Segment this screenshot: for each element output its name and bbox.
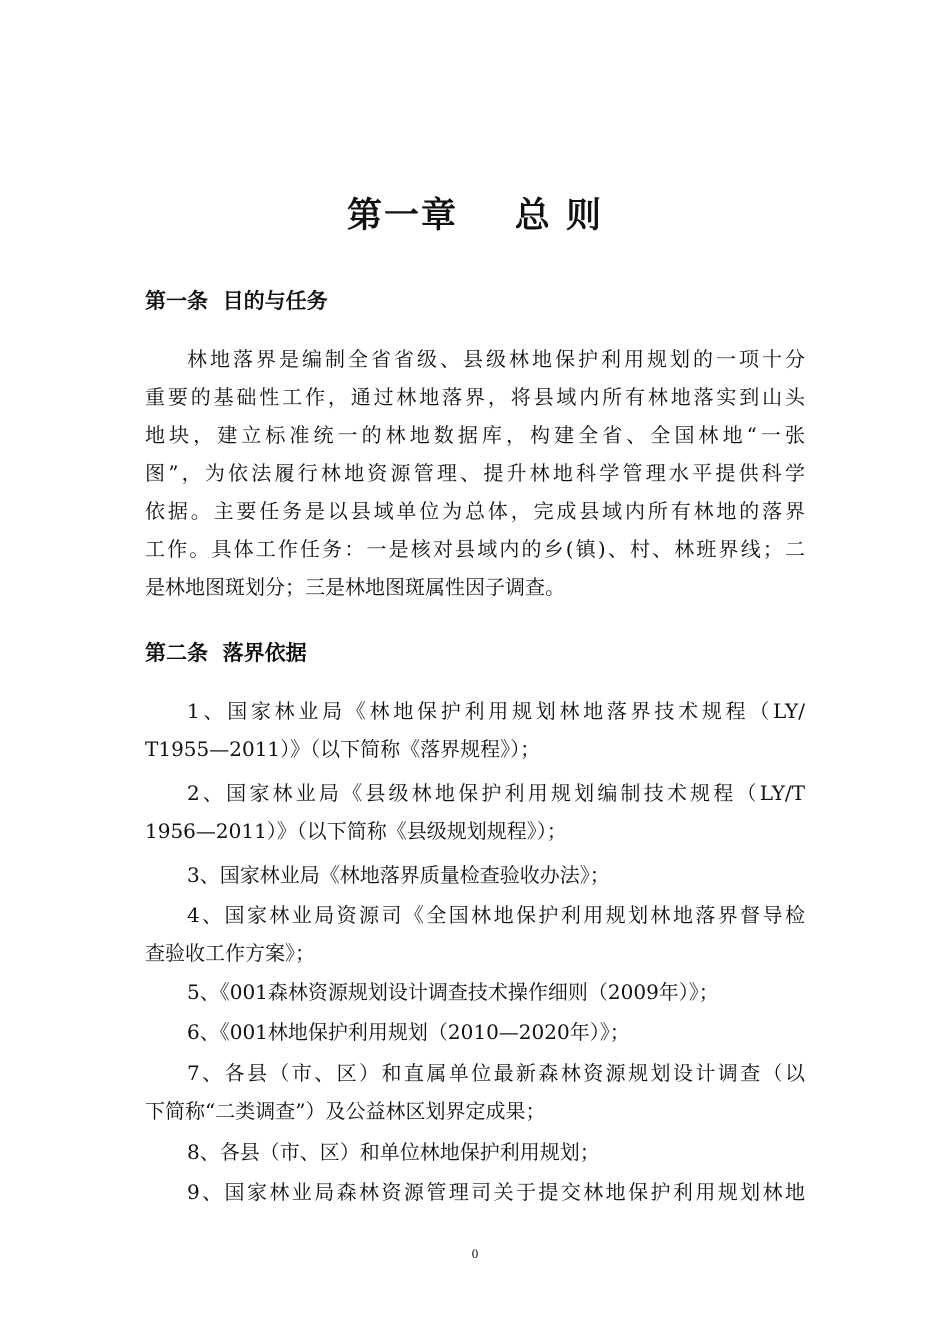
list-item-line: 8、各县（市、区）和单位林地保护利用规划； (187, 1140, 600, 1164)
list-item-line: 3、国家林业局《林地落界质量检查验收办法》； (187, 863, 610, 887)
list-item-line: 2、国家林业局《县级林地保护利用规划编制技术规程（LY/T (187, 781, 805, 805)
section-heading: 第一条 目的与任务 (145, 289, 328, 313)
list-item-line: 1、国家林业局《林地保护利用规划林地落界技术规程（LY/ (187, 699, 805, 723)
list-item-line: 4、国家林业局资源司《全国林地保护利用规划林地落界督导检 (187, 903, 805, 927)
list-item-line: 查验收工作方案》； (145, 941, 315, 965)
list-item-line: 下简称“二类调查”）及公益林区划界定成果； (145, 1099, 546, 1123)
chapter-title: 第一章 总 则 (347, 196, 603, 236)
list-item-line: T1955—2011）》（以下简称《落界规程》）； (145, 737, 541, 761)
list-item-line: 1956—2011）》（以下简称《县级规划规程》）； (145, 819, 567, 843)
paragraph-line: 林地落界是编制全省省级、县级林地保护利用规划的一项十分 (187, 347, 805, 371)
paragraph-line: 重要的基础性工作，通过林地落界，将县域内所有林地落实到山头 (145, 385, 805, 409)
paragraph-line: 图”，为依法履行林地资源管理、提升林地科学管理水平提供科学 (145, 461, 805, 485)
paragraph-line: 依据。主要任务是以县域单位为总体，完成县域内所有林地的落界 (145, 499, 805, 523)
list-item-line: 5、《001森林资源规划设计调查技术操作细则（2009年）》； (187, 980, 719, 1004)
list-item-line: 9、国家林业局森林资源管理司关于提交林地保护利用规划林地 (187, 1180, 805, 1204)
section-heading: 第二条 落界依据 (145, 641, 307, 665)
paragraph-line: 工作。具体工作任务：一是核对县域内的乡(镇)、村、林班界线；二 (145, 537, 805, 561)
page-number: 0 (471, 1246, 479, 1261)
paragraph-line: 地块，建立标准统一的林地数据库，构建全省、全国林地“一张 (145, 423, 805, 447)
paragraph-line: 是林地图斑划分；三是林地图斑属性因子调查。 (145, 575, 565, 599)
list-item-line: 7、各县（市、区）和直属单位最新森林资源规划设计调查（以 (187, 1061, 805, 1085)
list-item-line: 6、《001林地保护利用规划（2010—2020年）》； (187, 1020, 630, 1044)
